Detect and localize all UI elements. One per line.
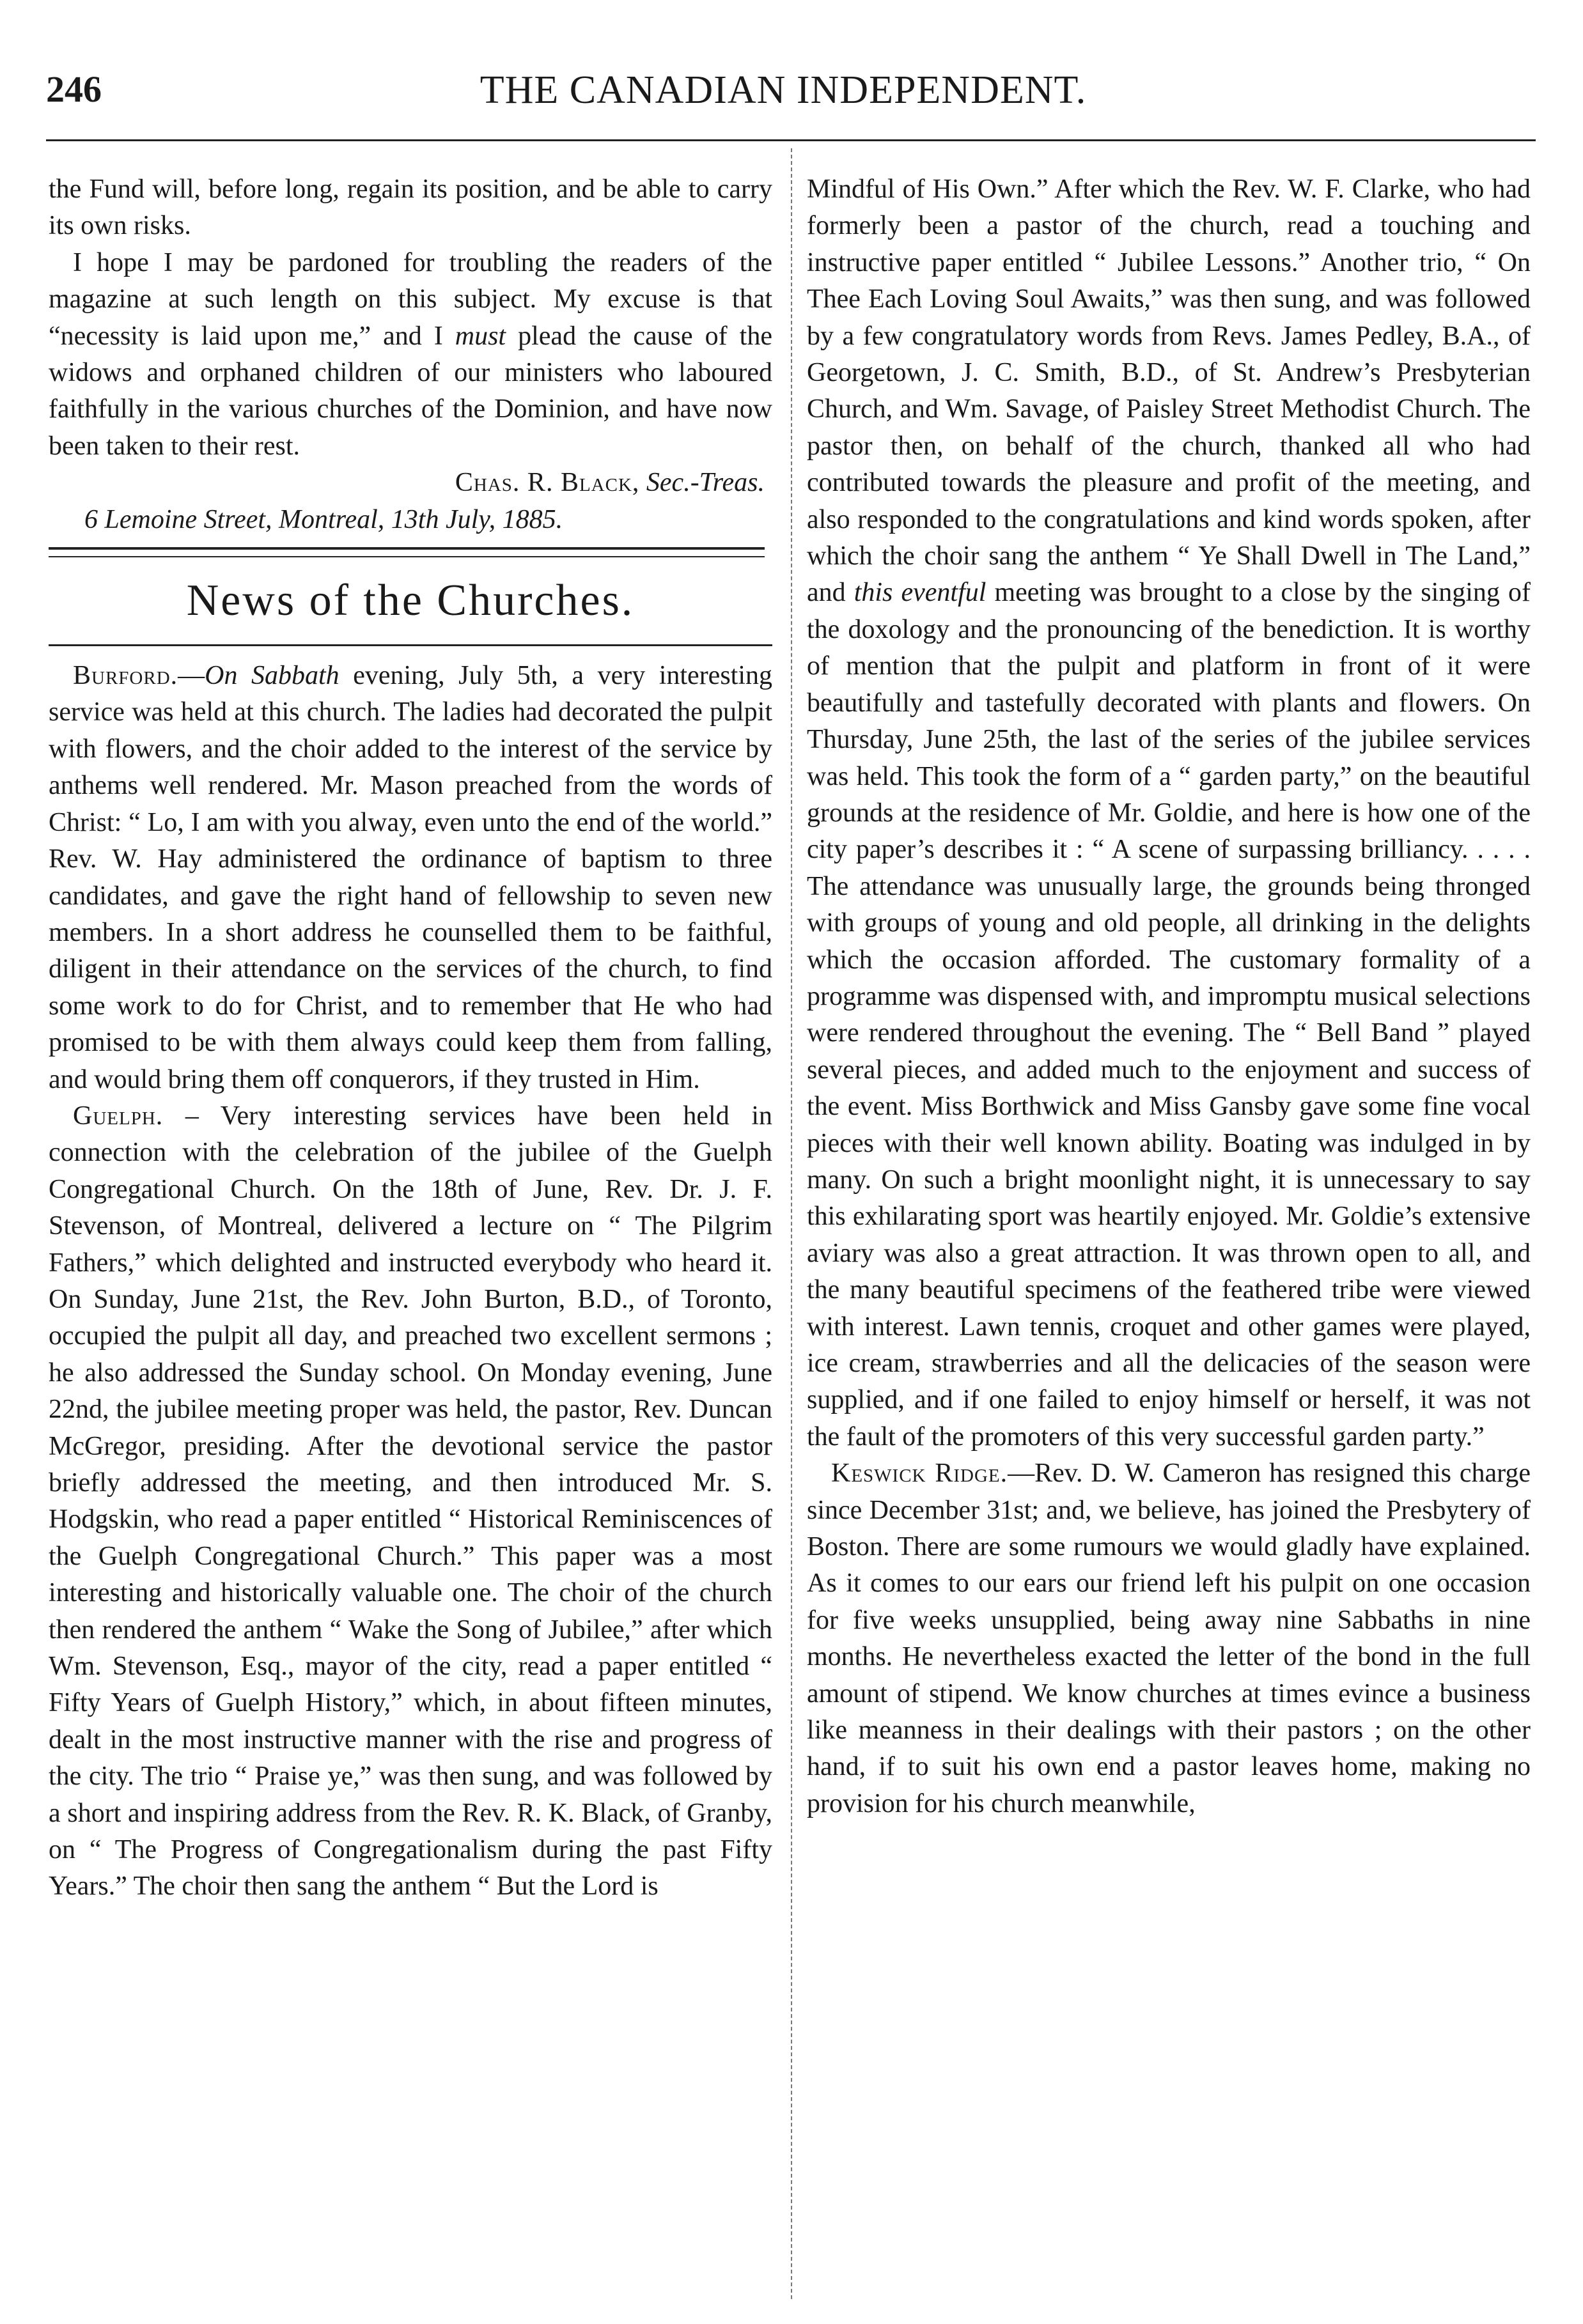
news-item-guelph: Guelph. – Very interesting services have been held in connection with the celebration of the jubilee of the Guelph Congregational Church. On the 18th of June, Rev. Dr. J. F. Stevenson, of Montreal, delivered a lecture on “ The Pilgrim Fathers,” which delighted and instructed everybody who heard it. On Sunday, June 21st, the Rev. John Burton, B.D., of Toronto, occupied the pulpit all day, and preached two excellent sermons ; he also addressed the Sunday school. On Monday evening, June 22nd, the jubilee meeting proper was held, the pastor, Rev. Duncan McGregor, presiding. After the devotional service the pastor briefly addressed the meeting, and then introduced Mr. S. Hodgskin, who read a paper entitled “ Historical Reminiscences of the Guelph Congregational Church.” This paper was a most interesting and historically valuable one. The choir of the church then rendered the anthem “ Wake the Song of Jubilee,” after which Wm. Stevenson, Esq., mayor of the city, read a paper entitled “ Fifty Years of Guelph History,” which, in about fifteen minutes, dealt in the most instructive manner with the rise and progress of the city. The trio “ Praise ye,” was then sung, and was followed by a short and inspiring address from the Rev. R. K. Black, of Granby, on “ The Progress of Congregationalism during the past Fifty Years.” The choir then sang the anthem “ But the Lord is xyxy=(49,1101,772,1902)
section-rule xyxy=(49,547,765,557)
page-header xyxy=(38,68,1528,119)
place-name: Keswick Ridge. xyxy=(831,1459,1008,1489)
heading-rule xyxy=(49,644,772,646)
paragraph: I hope I may be pardoned for troubling the readers of the magazine at such length on this subject. My excuse is that “necessity is laid upon me,” and I must plead the cause of the widows and orphaned children of our ministers who laboured faithfully in the various churches of the Dominion, and have now been taken to their rest. xyxy=(49,247,772,461)
place-name: Guelph. xyxy=(73,1101,164,1131)
news-item-keswick-ridge: Keswick Ridge.—Rev. D. W. Cameron has resigned this charge since December 31st; and, we believe, has joined the Presbytery of Boston. There are some rumours we would gladly have explained. As it comes to our ears our friend left his pulpit on one occasion for five weeks unsupplied, being away nine Sabbaths in nine months. He nevertheless exacted the letter of the bond in the full amount of stipend. We know churches at times evince a business like meanness in their dealings with their pastors ; on the other hand, if to suit his own end a pastor leaves home, making no provision for his church meanwhile, xyxy=(807,1459,1531,1818)
place-name: Burford. xyxy=(73,661,178,691)
column-divider xyxy=(791,148,792,2299)
news-item-guelph-continued: Mindful of His Own.” After which the Rev. W. F. Clarke, who had formerly been a pastor of the church, read a touching and instructive paper entitled “ Jubilee Lessons.” Another trio, “ On Thee Each Loving Soul Awaits,” was then sung, and was followed by a few congratulatory words from Revs. James Pedley, B.A., of Georgetown, J. C. Smith, B.D., of St. Andrew’s Presbyterian Church, and Wm. Savage, of Paisley Street Methodist Church. The pastor then, on behalf of the church, thanked all who had contributed towards the pleasure and profit of the meeting, and also responded to the congratulations and kind words spoken, after which the choir sang the anthem “ Ye Shall Dwell in The Land,” and this eventful meeting was brought to a close by the singing of the doxology and the pronouncing of the benediction. It is worthy of mention that the pulpit and platform in front of it were beautifully and tastefully decorated with plants and flowers. On Thursday, June 25th, the last of the series of the jubilee services was held. This took the form of a “ garden party,” on the beautiful grounds at the residence of Mr. Goldie, and here is how one of the city paper’s describes it : “ A scene of surpassing brilliancy. . . . . The attendance was unusually large, the grounds being thronged with groups of young and old people, all drinking in the delights which the occasion afforded. The customary formality of a programme was dispensed with, and impromptu musical selections were rendered throughout the evening. The “ Bell Band ” played several pieces, and added much to the enjoyment and success of the event. Miss Borthwick and Miss Gansby gave some fine vocal pieces with their well known ability. Boating was indulged in by many. On such a bright moonlight night, it is unnecessary to say this exhilarating sport was heartily enjoyed. Mr. Goldie’s extensive aviary was also a great attraction. It was thrown open to all, and the many beautiful specimens of the feathered tribe were viewed with interest. Lawn tennis, croquet and other games were played, ice cream, strawberries and all the delicacies of the season were supplied, and if one failed to enjoy himself or herself, it was not the fault of the promoters of this very successful garden party.” xyxy=(807,174,1531,1452)
page-number: 246 xyxy=(46,68,102,110)
right-column xyxy=(807,171,1531,1822)
news-item-burford: Burford.—On Sabbath evening, July 5th, a very interesting service was held at this church. The ladies had decorated the pulpit with flowers, and the choir added to the interest of the service by anthems well rendered. Mr. Mason preached from the words of Christ: “ Lo, I am with you alway, even unto the end of the world.” Rev. W. Hay administered the ordinance of baptism to three candidates, and gave the right hand of fellowship to seven new members. In a short address he counselled them to be faithful, diligent in their attendance on the services of the church, to find some work to do for Christ, and to remember that He who had promised to be with them always could keep them from falling, and would bring them off conquerors, if they trusted in Him. xyxy=(49,661,773,1094)
signature: Chas. R. Black, Sec.-Treas. xyxy=(455,468,765,498)
section-heading: News of the Churches. xyxy=(186,576,635,626)
dateline: 6 Lemoine Street, Montreal, 13th July, 1885. xyxy=(84,504,563,534)
header-rule xyxy=(46,139,1536,141)
paragraph: the Fund will, before long, regain its position, and be able to carry its own risks. xyxy=(49,174,772,241)
running-title: THE CANADIAN INDEPENDENT. xyxy=(480,68,1087,112)
left-column xyxy=(49,171,772,1905)
